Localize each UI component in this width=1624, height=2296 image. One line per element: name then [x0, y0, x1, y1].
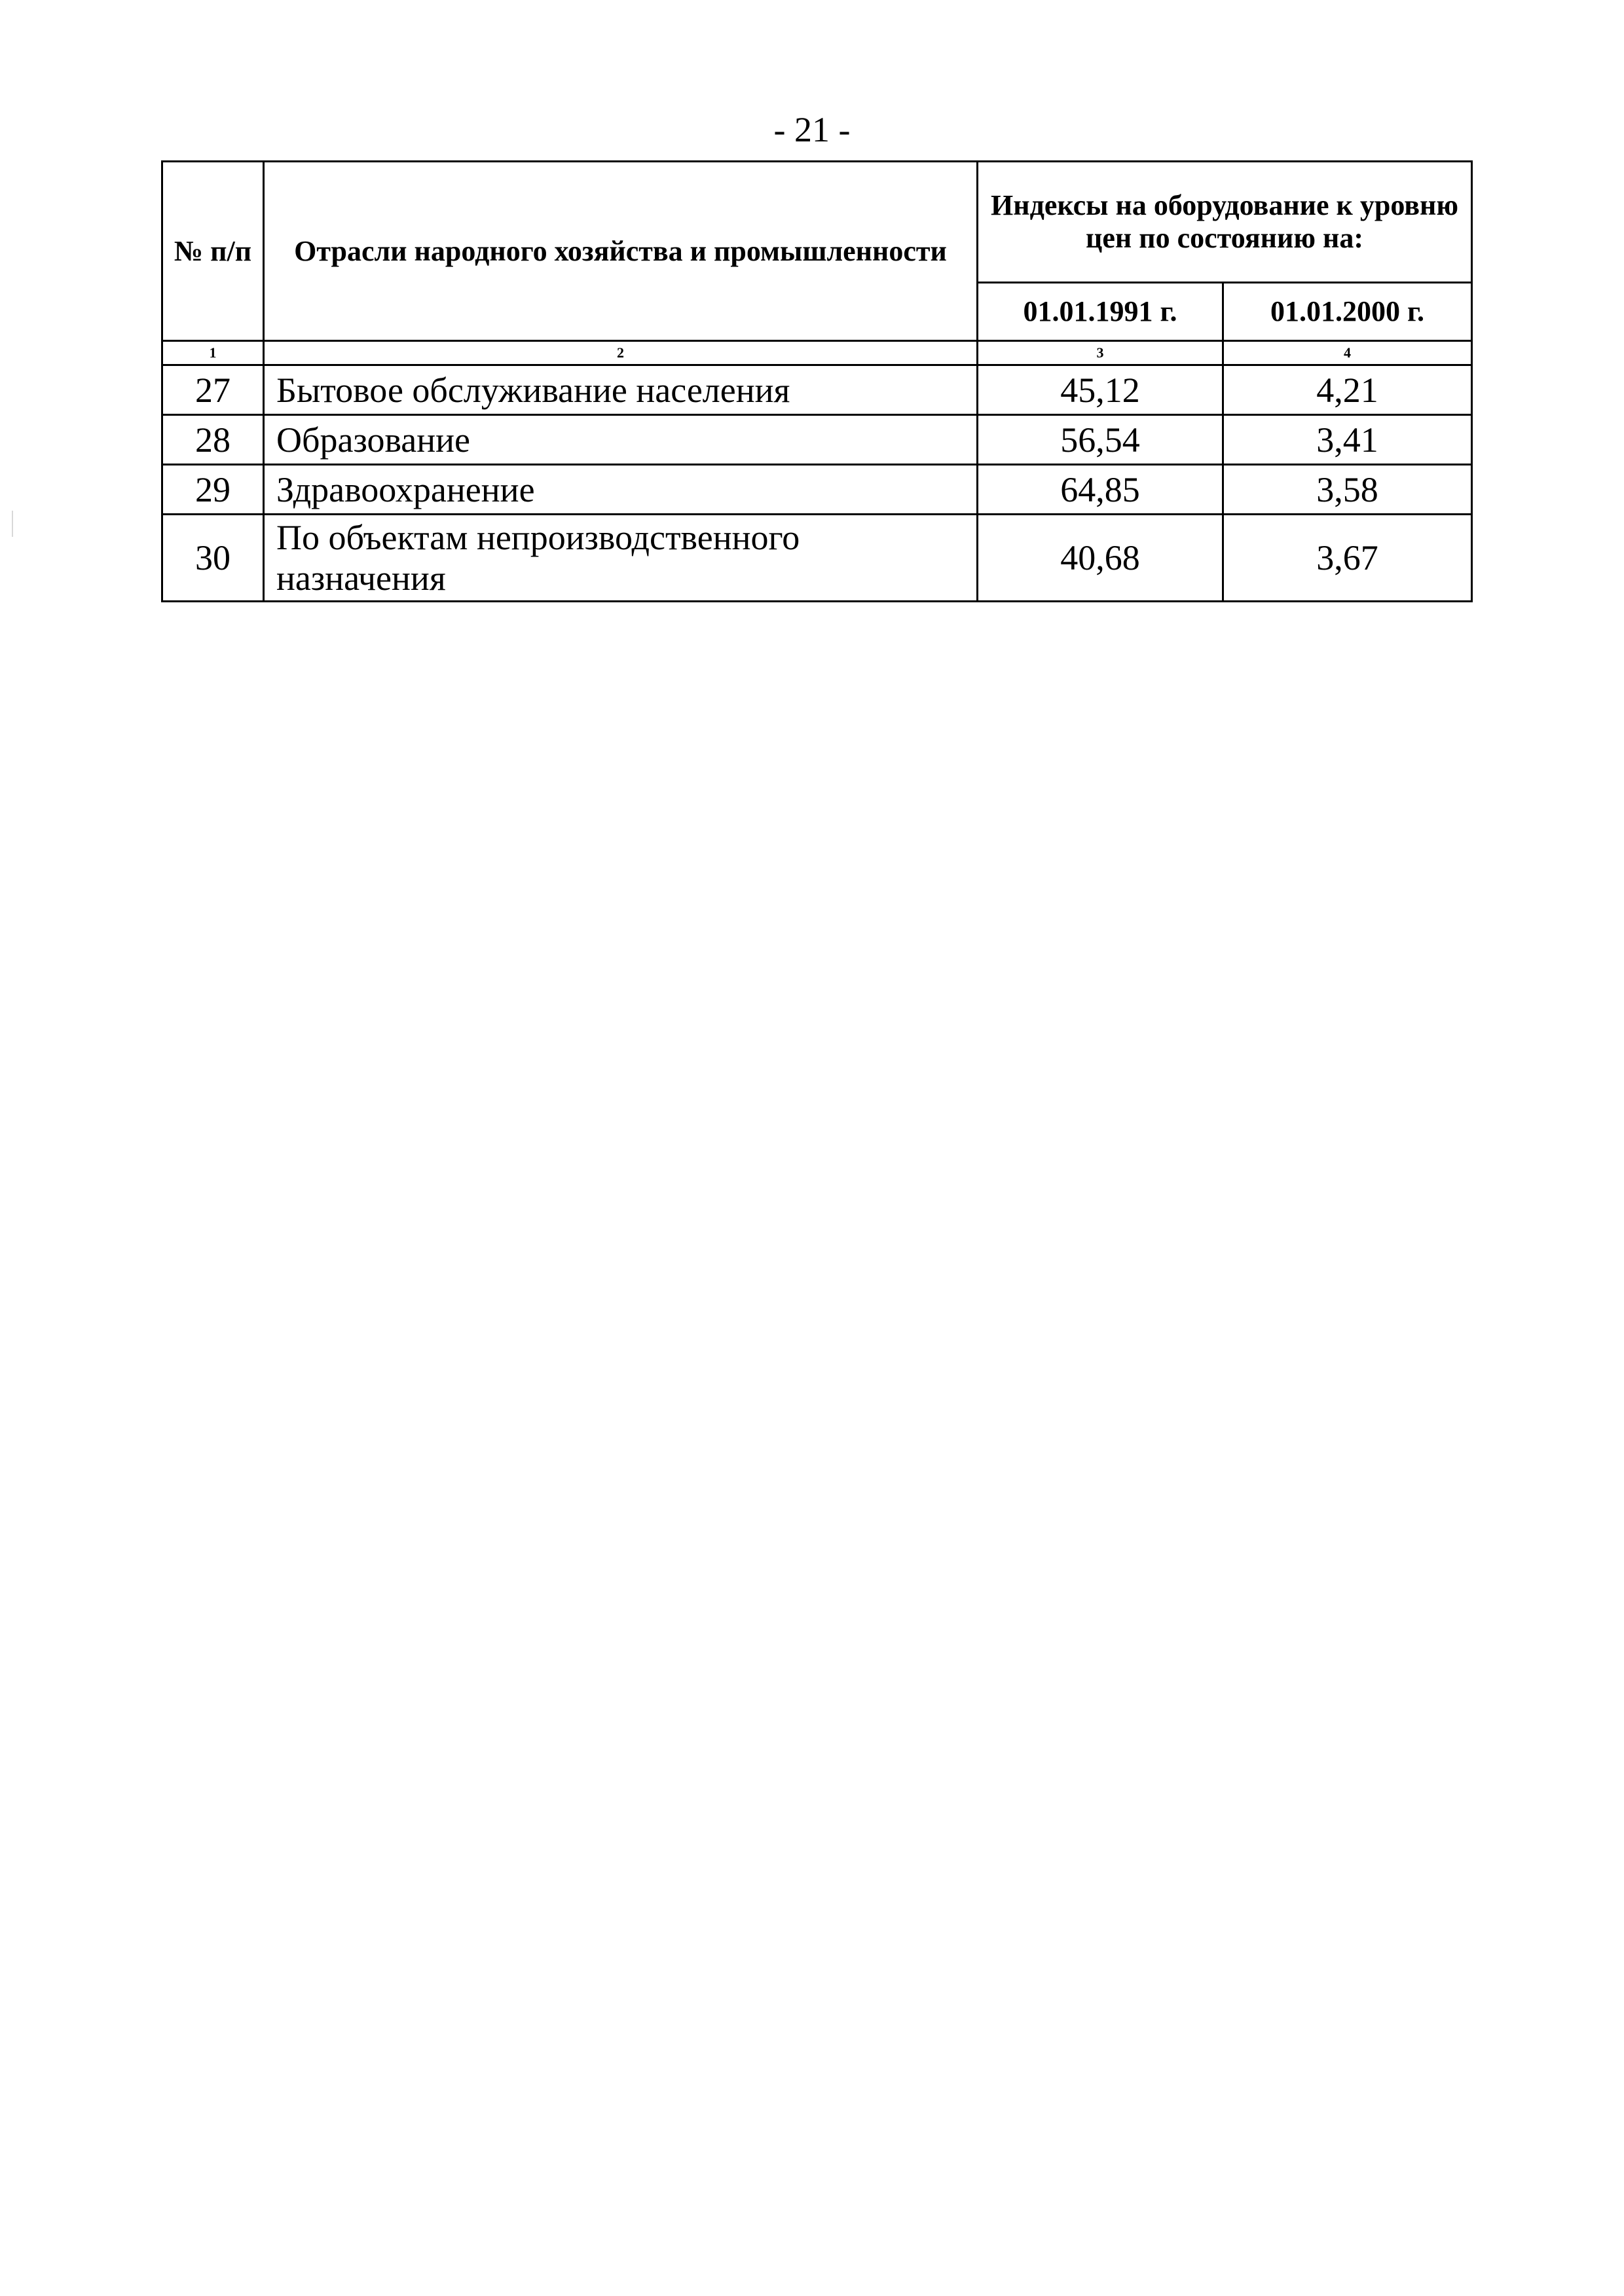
column-number: 3 [978, 341, 1223, 365]
header-date-2000: 01.01.2000 г. [1223, 283, 1472, 341]
row-index-1991: 45,12 [978, 365, 1223, 415]
column-number-row [162, 341, 1472, 365]
row-sector-name: Здравоохранение [264, 465, 978, 515]
row-num: 27 [162, 365, 264, 415]
table-row [162, 365, 1472, 415]
header-date-1991: 01.01.1991 г. [978, 283, 1223, 341]
row-num: 30 [162, 515, 264, 602]
page-number: - 21 - [773, 110, 851, 149]
row-index-1991: 56,54 [978, 415, 1223, 465]
indices-table [161, 160, 1473, 602]
row-index-2000: 4,21 [1223, 365, 1472, 415]
column-number: 4 [1223, 341, 1472, 365]
column-number: 2 [264, 341, 978, 365]
row-index-2000: 3,58 [1223, 465, 1472, 515]
table-row [162, 515, 1472, 602]
row-sector-name: Образование [264, 415, 978, 465]
header-row-top [162, 162, 1472, 283]
row-index-2000: 3,41 [1223, 415, 1472, 465]
row-index-1991: 40,68 [978, 515, 1223, 602]
header-sector: Отрасли народного хозяйства и промышленности [264, 162, 978, 341]
row-num: 28 [162, 415, 264, 465]
row-index-2000: 3,67 [1223, 515, 1472, 602]
scan-artifact [12, 511, 13, 537]
row-sector-name: По объектам непроизводственного назначения [264, 515, 978, 602]
table-row [162, 465, 1472, 515]
row-index-1991: 64,85 [978, 465, 1223, 515]
header-num: № п/п [162, 162, 264, 341]
row-num: 29 [162, 465, 264, 515]
header-indices-group: Индексы на оборудование к уровню цен по состоянию на: [978, 162, 1472, 283]
column-number: 1 [162, 341, 264, 365]
table-row [162, 415, 1472, 465]
row-sector-name: Бытовое обслуживание населения [264, 365, 978, 415]
